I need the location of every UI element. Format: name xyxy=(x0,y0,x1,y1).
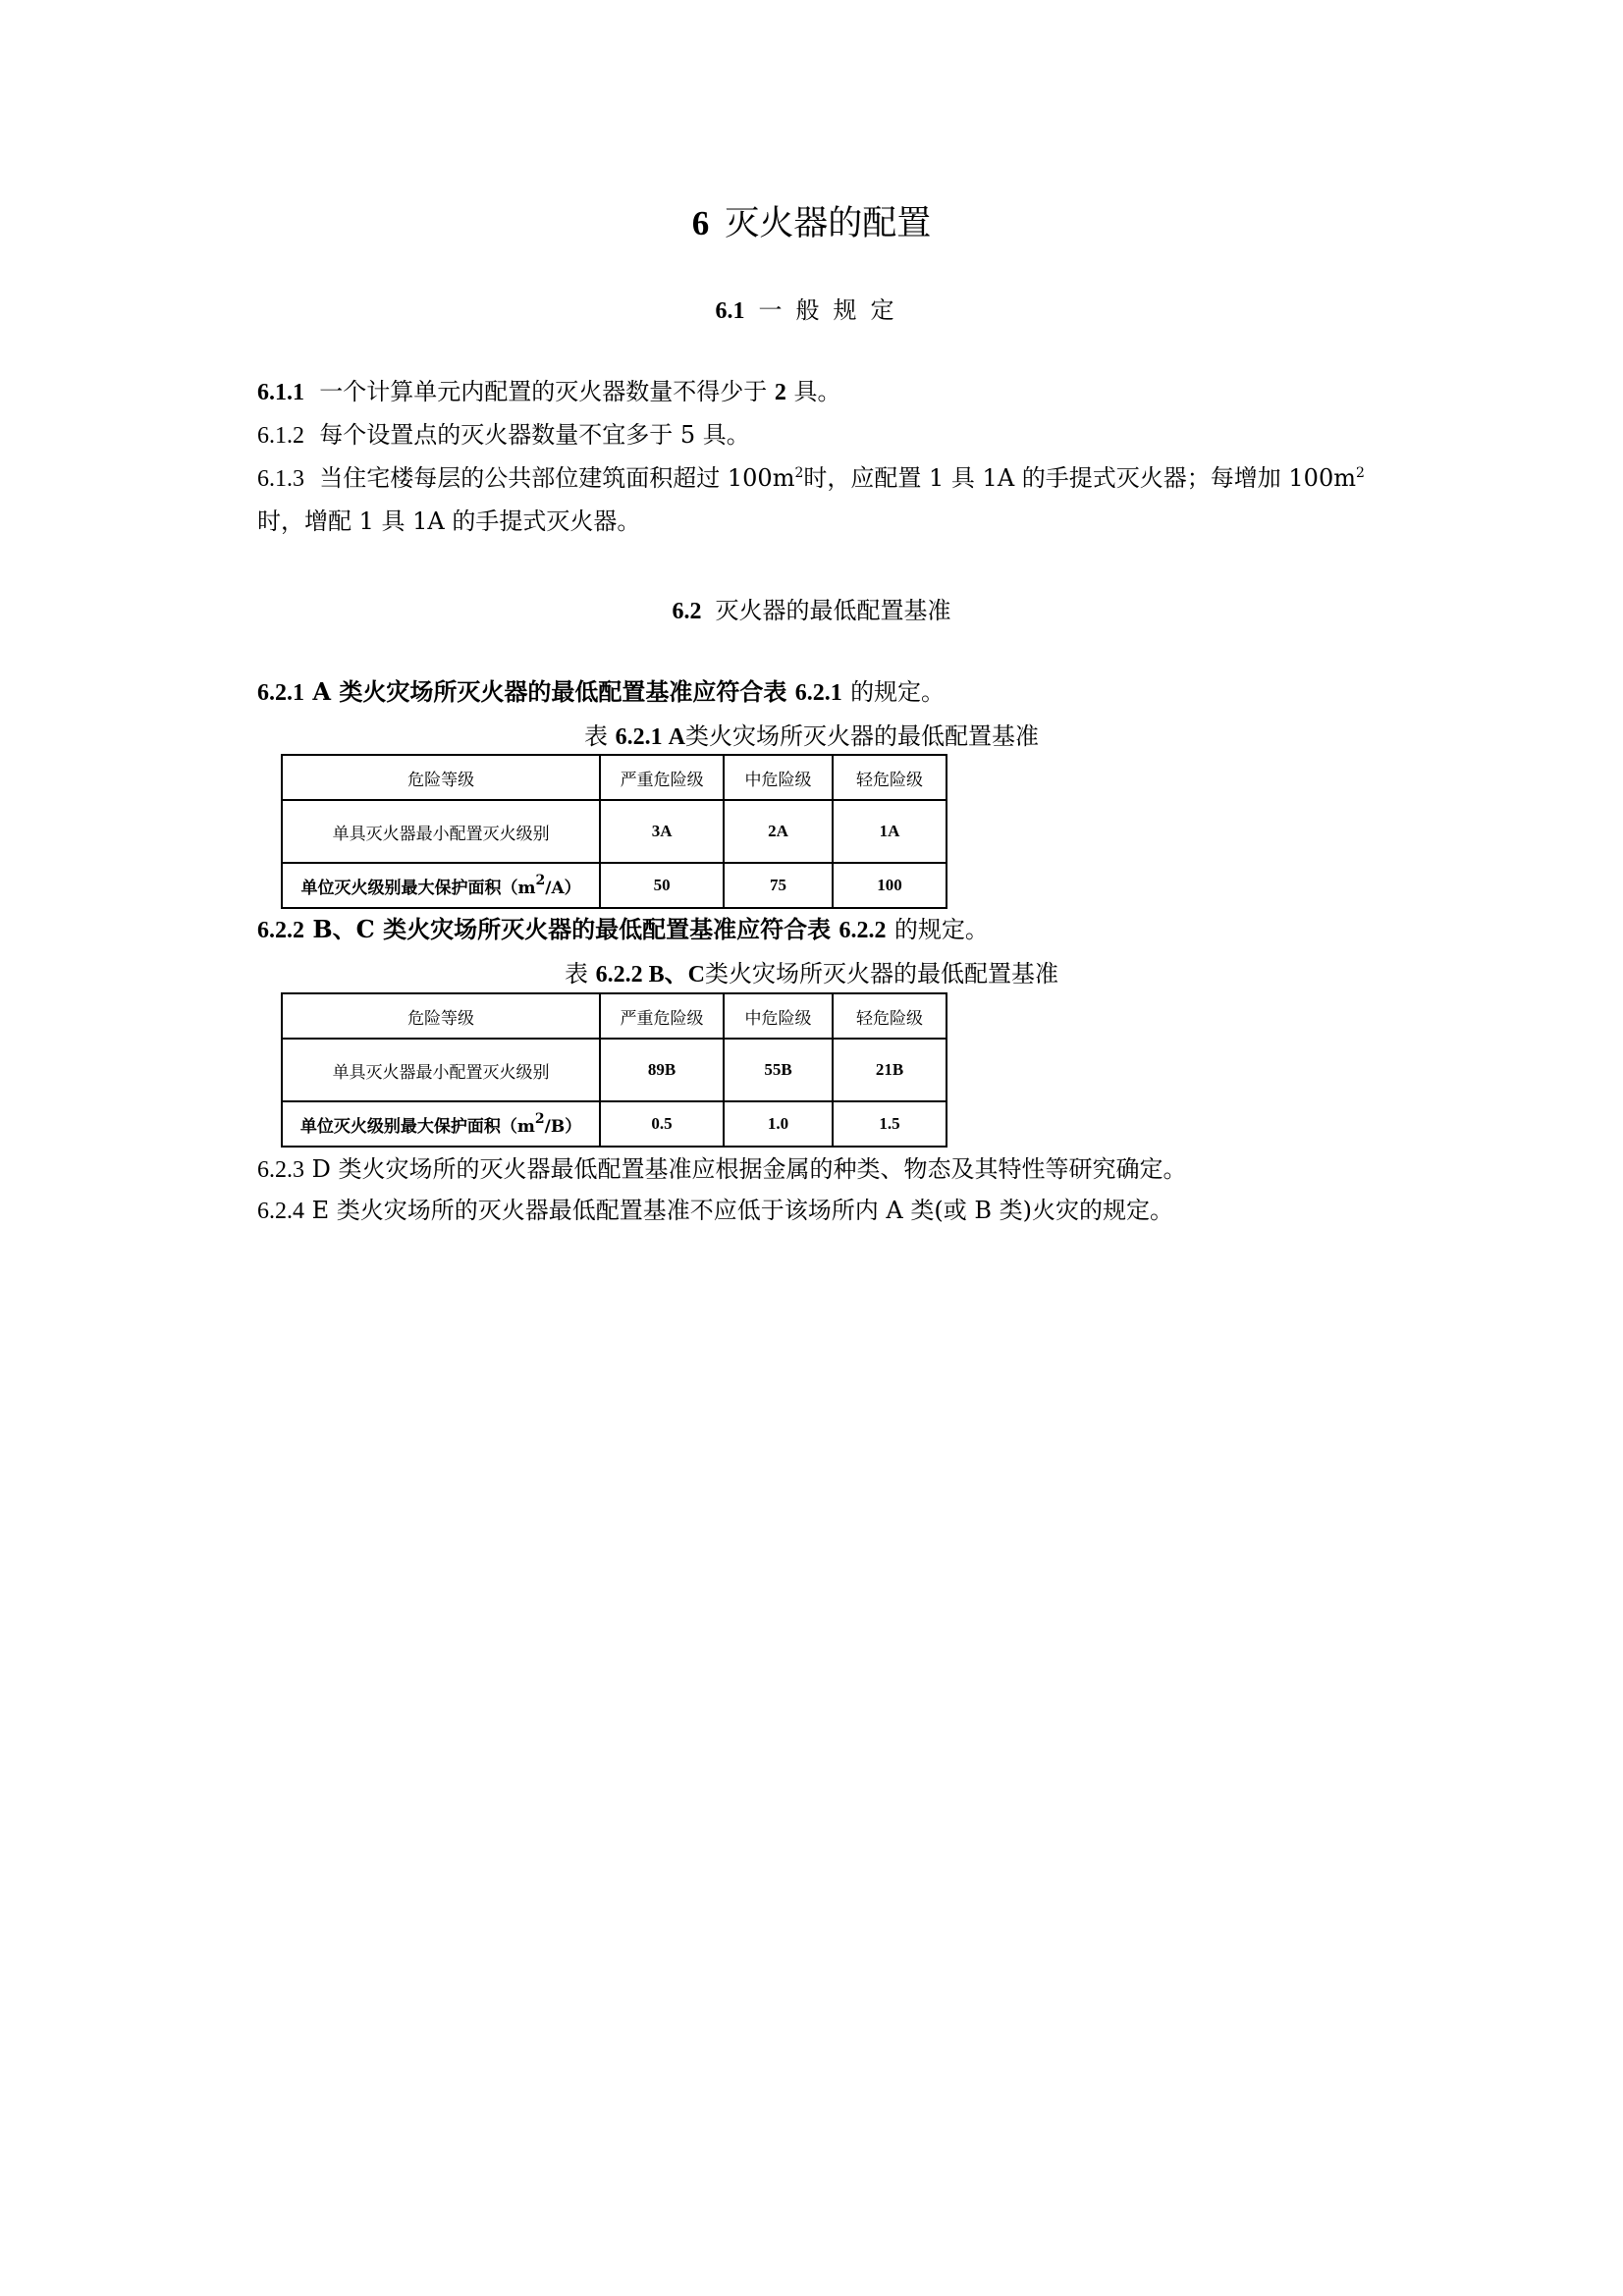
caption-text: 类火灾场所灭火器的最低配置基准 xyxy=(684,722,1039,750)
clause-text: D 类火灾场所的灭火器最低配置基准应根据金属的种类、物态及其特性等研究确定。 xyxy=(311,1155,1187,1183)
table-header-cell: 中危险级 xyxy=(724,755,833,800)
table-cell: 21B xyxy=(833,1039,947,1101)
table-header-cell: 中危险级 xyxy=(724,993,833,1039)
table-6-2-1 xyxy=(281,754,947,909)
caption-number: 6.2.1 A xyxy=(615,724,685,750)
superscript: 2 xyxy=(1355,465,1365,481)
clause-number: 6.2.1 xyxy=(257,680,304,706)
clause-text: B、C 类火灾场所灭火器的最低配置基准应符合表 xyxy=(312,915,832,943)
clause-6-1-3-line1 xyxy=(257,461,1365,496)
section-6-2-title xyxy=(0,591,1623,625)
clause-number: 6.2.2 xyxy=(257,918,304,943)
table-6-2-1-caption xyxy=(0,717,1623,751)
table-row xyxy=(282,1101,947,1147)
row-label-unit: /A） xyxy=(545,878,581,898)
clause-number: 6.1.1 xyxy=(257,380,304,405)
clause-number: 6.2.4 xyxy=(257,1199,304,1224)
clause-text: A 类火灾场所灭火器的最低配置基准应符合表 xyxy=(312,677,787,706)
table-row-label xyxy=(282,863,600,908)
table-cell: 1.5 xyxy=(833,1101,947,1147)
section-6-1-title xyxy=(0,291,1623,325)
caption-number: 6.2.2 B、C xyxy=(595,962,705,988)
section-6-1-number: 6.1 xyxy=(715,298,745,324)
table-cell: 2A xyxy=(724,800,833,863)
table-header-cell: 严重危险级 xyxy=(600,993,724,1039)
table-header-row xyxy=(282,755,947,800)
clause-text: 时，应配置 1 具 1A 的手提式灭火器；每增加 100m xyxy=(803,464,1356,492)
chapter-number: 6 xyxy=(691,204,710,242)
table-cell: 75 xyxy=(724,863,833,908)
table-row xyxy=(282,863,947,908)
superscript: 2 xyxy=(535,872,546,888)
clause-number: 6.1.2 xyxy=(257,423,304,449)
clause-number: 6.2.3 xyxy=(257,1157,304,1183)
table-header-cell: 危险等级 xyxy=(282,755,600,800)
table-row-label: 单具灭火器最小配置灭火级别 xyxy=(282,1039,600,1101)
table-header-cell: 严重危险级 xyxy=(600,755,724,800)
table-cell: 1A xyxy=(833,800,947,863)
clause-text-tail: 的规定。 xyxy=(850,678,946,706)
table-row xyxy=(282,800,947,863)
table-reference: 6.2.1 xyxy=(794,680,842,706)
row-label-unit: /B） xyxy=(544,1116,582,1137)
clause-emphasis: 2 xyxy=(774,380,786,405)
caption-text: 类火灾场所灭火器的最低配置基准 xyxy=(704,960,1058,988)
clause-6-2-2 xyxy=(257,913,989,947)
chapter-title xyxy=(0,196,1623,245)
table-cell: 3A xyxy=(600,800,724,863)
clause-6-2-1 xyxy=(257,675,945,710)
table-row-label: 单具灭火器最小配置灭火级别 xyxy=(282,800,600,863)
table-6-2-2 xyxy=(281,992,947,1148)
clause-6-2-3 xyxy=(257,1152,1187,1187)
row-label-text: 单位灭火级别最大保护面积（m xyxy=(300,878,536,898)
clause-6-1-1 xyxy=(257,375,841,409)
clause-text: 一个计算单元内配置的灭火器数量不得少于 xyxy=(319,378,768,405)
table-cell: 1.0 xyxy=(724,1101,833,1147)
chapter-title-text: 灭火器的配置 xyxy=(725,204,932,243)
table-cell: 55B xyxy=(724,1039,833,1101)
table-cell: 100 xyxy=(833,863,947,908)
table-header-row xyxy=(282,993,947,1039)
clause-number: 6.1.3 xyxy=(257,466,304,492)
clause-6-1-2 xyxy=(257,418,750,453)
row-label-text: 单位灭火级别最大保护面积（m xyxy=(299,1116,535,1137)
clause-6-1-3-line2 xyxy=(257,505,640,538)
section-6-2-title-text: 灭火器的最低配置基准 xyxy=(715,597,951,624)
clause-text: 每个设置点的灭火器数量不宜多于 5 具。 xyxy=(319,421,750,449)
table-cell: 0.5 xyxy=(600,1101,724,1147)
superscript: 2 xyxy=(794,465,804,481)
clause-text-tail: 具。 xyxy=(793,378,841,405)
table-header-cell: 危险等级 xyxy=(282,993,600,1039)
clause-text: 当住宅楼每层的公共部位建筑面积超过 100m xyxy=(319,464,795,492)
clause-6-2-4 xyxy=(257,1194,1173,1228)
table-row-label xyxy=(282,1101,600,1147)
table-row xyxy=(282,1039,947,1101)
section-6-2-number: 6.2 xyxy=(672,599,702,624)
table-header-cell: 轻危险级 xyxy=(833,993,947,1039)
clause-text: E 类火灾场所的灭火器最低配置基准不应低于该场所内 A 类(或 B 类)火灾的规定。 xyxy=(311,1197,1173,1224)
table-6-2-2-caption xyxy=(0,954,1623,988)
section-6-1-title-text: 一般规定 xyxy=(758,296,908,324)
table-cell: 89B xyxy=(600,1039,724,1101)
table-header-cell: 轻危险级 xyxy=(833,755,947,800)
caption-prefix: 表 xyxy=(584,722,608,750)
clause-text: 时，增配 1 具 1A 的手提式灭火器。 xyxy=(257,507,641,535)
superscript: 2 xyxy=(534,1110,545,1127)
clause-text-tail: 的规定。 xyxy=(893,916,989,943)
table-cell: 50 xyxy=(600,863,724,908)
table-reference: 6.2.2 xyxy=(839,918,887,943)
caption-prefix: 表 xyxy=(565,960,588,988)
